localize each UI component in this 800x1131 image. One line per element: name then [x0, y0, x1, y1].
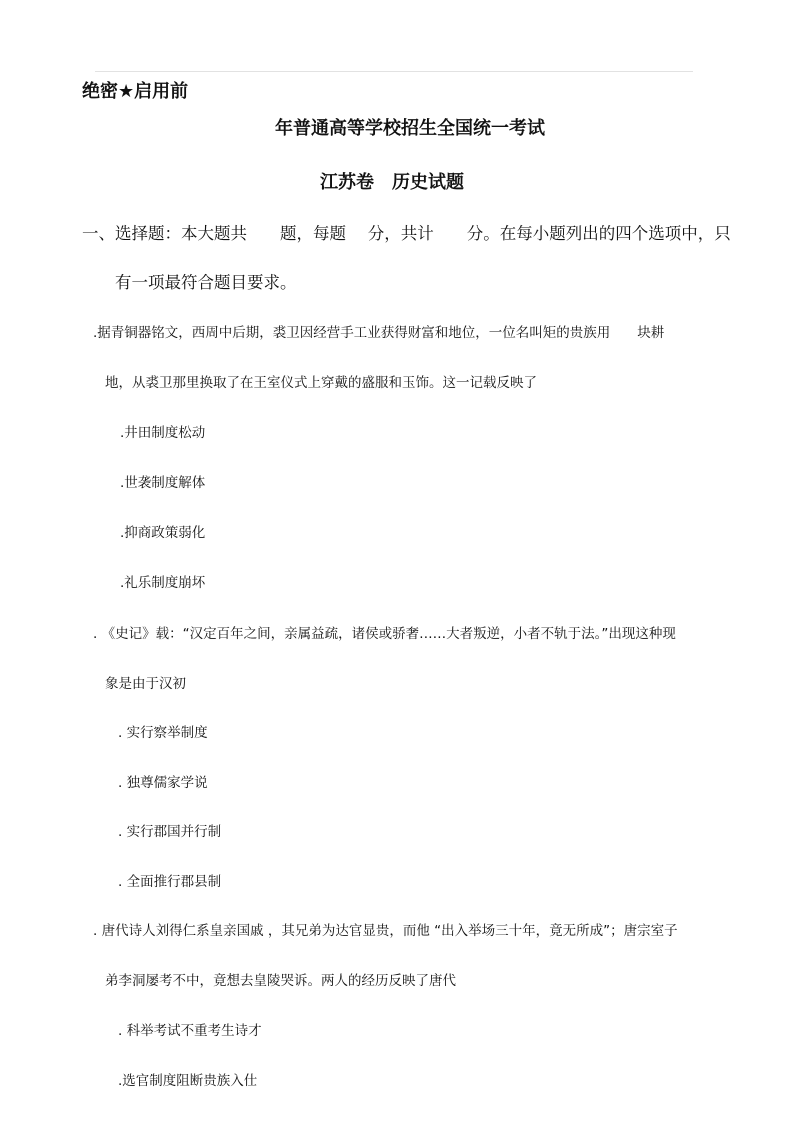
question-1-option-d: .礼乐制度崩坏: [120, 575, 206, 591]
question-3-stem-line1: . 唐代诗人刘得仁系皇亲国戚 ，其兄弟为达官显贵，而他 “出入举场三十年，竟无所成”；唐宗室子: [93, 923, 678, 939]
section-heading-line2: 有一项最符合题目要求。: [115, 273, 297, 292]
question-1-option-a: .井田制度松动: [120, 425, 206, 441]
question-2-option-c: . 实行郡国并行制: [118, 824, 222, 840]
header-divider: [95, 71, 693, 72]
exam-title: 年普通高等学校招生全国统一考试: [275, 118, 545, 139]
question-1-option-c: .抑商政策弱化: [120, 525, 206, 541]
question-1-stem-line1: .据青铜器铭文，西周中后期，裘卫因经营手工业获得财富和地位，一位名叫矩的贵族用 块耕: [93, 325, 665, 341]
question-2-stem-line1: . 《史记》载：“汉定百年之间，亲属益疏，诸侯或骄奢……大者叛逆，小者不轨于法。”出现这种现: [93, 626, 676, 642]
question-1-option-b: .世袭制度解体: [120, 475, 206, 491]
section-heading-line1: 一、选择题：本大题共 题，每题 分，共计 分。在每小题列出的四个选项中，只: [82, 224, 731, 243]
question-2-option-d: . 全面推行郡县制: [118, 874, 222, 890]
question-2-option-a: . 实行察举制度: [118, 725, 208, 741]
question-2-stem-line2: 象是由于汉初: [105, 676, 186, 692]
exam-subtitle: 江苏卷 历史试题: [320, 172, 464, 193]
confidential-label: 绝密★启用前: [82, 81, 189, 102]
question-1-stem-line2: 地，从裘卫那里换取了在王室仪式上穿戴的盛服和玉饰。这一记载反映了: [105, 375, 537, 391]
question-3-stem-line2: 弟李洞屡考不中，竟想去皇陵哭诉。两人的经历反映了唐代: [105, 973, 456, 989]
question-2-option-b: . 独尊儒家学说: [118, 775, 208, 791]
question-3-option-a: . 科举考试不重考生诗才: [118, 1023, 262, 1039]
question-3-option-b: .选官制度阻断贵族入仕: [118, 1073, 258, 1089]
